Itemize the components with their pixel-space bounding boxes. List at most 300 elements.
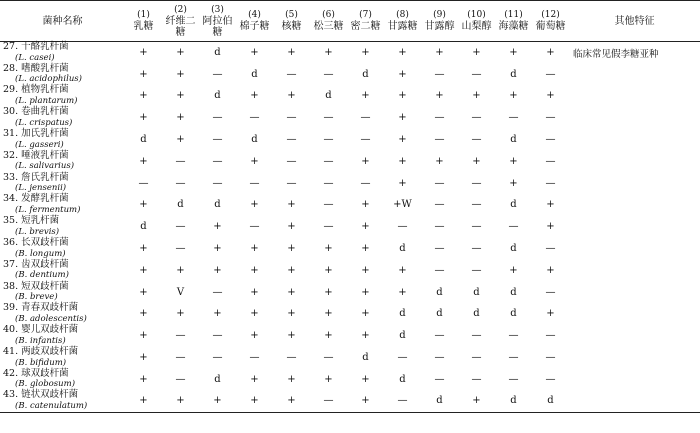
result-cell: + — [361, 243, 370, 255]
result-cell: d — [510, 308, 517, 320]
result-cell: + — [361, 90, 370, 102]
result-cell: — — [471, 177, 482, 189]
species-name: 39. 青春双歧杆菌 — [3, 302, 79, 314]
result-cell: — — [138, 177, 149, 189]
result-cell: d — [510, 286, 517, 298]
species-latin: (L. crispatus) — [15, 117, 73, 128]
header-col-7 — [347, 1, 384, 42]
other-feature-cell — [569, 390, 700, 412]
result-cell: + — [324, 373, 333, 385]
result-cell: — — [434, 112, 445, 124]
result-cell: d — [473, 308, 480, 320]
result-cell: — — [471, 199, 482, 211]
result-cell: + — [176, 68, 185, 80]
result-cell: + — [139, 199, 148, 211]
result-cell: — — [434, 330, 445, 342]
result-cell: + — [361, 308, 370, 320]
species-name: 34. 发酵乳杆菌 — [3, 193, 69, 205]
table-row — [0, 194, 700, 216]
result-cell: — — [175, 155, 186, 167]
result-cell: + — [213, 395, 222, 407]
result-cell: + — [546, 264, 555, 276]
result-cell: — — [212, 134, 223, 146]
result-cell: d — [177, 199, 184, 211]
result-cell: — — [508, 352, 519, 364]
header-col-number: (12) — [541, 10, 560, 20]
result-cell: — — [286, 155, 297, 167]
result-cell: — — [175, 243, 186, 255]
result-cell: + — [250, 90, 259, 102]
species-cell — [0, 42, 125, 64]
result-cell: — — [175, 177, 186, 189]
species-name: 38. 短双歧杆菌 — [3, 280, 69, 292]
other-feature-cell: 临床常见假李糖亚种 — [573, 48, 659, 60]
species-latin: (B. longum) — [15, 248, 66, 259]
result-cell: — — [508, 112, 519, 124]
other-feature-cell — [569, 281, 700, 303]
result-cell: d — [399, 373, 406, 385]
result-cell: — — [286, 134, 297, 146]
species-latin: (L. jensenii) — [15, 183, 67, 194]
species-cell — [0, 368, 125, 390]
species-latin: (B. globosum) — [15, 379, 76, 390]
result-cell: + — [324, 47, 333, 59]
table-row — [0, 390, 700, 412]
header-row — [0, 1, 700, 42]
result-cell: — — [397, 221, 408, 233]
result-cell: + — [139, 155, 148, 167]
result-cell: d — [436, 395, 443, 407]
species-name: 41. 两歧双歧杆菌 — [3, 346, 79, 358]
result-cell: — — [249, 221, 260, 233]
other-feature-cell — [569, 216, 700, 238]
result-cell: + — [398, 264, 407, 276]
result-cell: — — [286, 352, 297, 364]
result-cell: — — [434, 68, 445, 80]
result-cell: + — [509, 264, 518, 276]
result-cell: d — [547, 395, 554, 407]
result-cell: — — [323, 134, 334, 146]
header-col-1 — [125, 1, 162, 42]
result-cell: + — [361, 155, 370, 167]
result-cell: + — [287, 90, 296, 102]
header-col-number: (4) — [248, 10, 261, 20]
result-cell: + — [139, 112, 148, 124]
result-cell: — — [471, 264, 482, 276]
header-col-label: 密二糖 — [350, 21, 381, 32]
species-latin: (L. fermentum) — [15, 204, 81, 215]
species-name: 28. 嗜酸乳杆菌 — [3, 62, 69, 74]
species-name: 35. 短乳杆菌 — [3, 215, 60, 227]
species-latin: (L. casei) — [15, 52, 55, 63]
species-cell — [0, 150, 125, 172]
result-cell: — — [323, 112, 334, 124]
header-col-label: 核糖 — [281, 21, 302, 32]
species-latin: (B. bifidum) — [15, 357, 67, 368]
species-name: 29. 植物乳杆菌 — [3, 84, 69, 96]
result-cell: + — [176, 308, 185, 320]
result-cell: + — [287, 286, 296, 298]
result-cell: + — [472, 90, 481, 102]
species-cell — [0, 325, 125, 347]
header-col-label: 棉子糖 — [239, 21, 270, 32]
other-feature-cell — [569, 85, 700, 107]
header-col-number: (10) — [467, 10, 486, 20]
result-cell: + — [287, 373, 296, 385]
result-cell: d — [214, 47, 221, 59]
result-cell: — — [323, 177, 334, 189]
result-cell: — — [471, 352, 482, 364]
header-col-number: (1) — [137, 10, 150, 20]
other-feature-cell — [569, 194, 700, 216]
header-col-label: 山梨醇 — [461, 21, 492, 32]
other-feature-cell — [569, 107, 700, 129]
header-col-number: (11) — [504, 10, 523, 20]
other-feature-cell — [569, 63, 700, 85]
result-cell: + — [250, 264, 259, 276]
result-cell: + — [287, 47, 296, 59]
result-cell: d — [399, 330, 406, 342]
table-body — [0, 42, 700, 413]
result-cell: + — [176, 395, 185, 407]
species-cell — [0, 85, 125, 107]
result-cell: d — [510, 395, 517, 407]
result-cell: — — [249, 112, 260, 124]
header-col-number: (7) — [359, 10, 372, 20]
result-cell: — — [212, 68, 223, 80]
result-cell: + — [287, 199, 296, 211]
result-cell: — — [545, 177, 556, 189]
result-cell: + — [139, 243, 148, 255]
species-latin: (B. adolescentis) — [15, 313, 87, 324]
species-latin: (B. breve) — [15, 292, 58, 303]
result-cell: + — [546, 199, 555, 211]
result-cell: + — [250, 47, 259, 59]
other-feature-cell — [569, 303, 700, 325]
result-cell: + — [176, 134, 185, 146]
result-cell: d — [399, 308, 406, 320]
table-row — [0, 129, 700, 151]
result-cell: + — [250, 373, 259, 385]
result-cell: — — [508, 330, 519, 342]
result-cell: + — [398, 112, 407, 124]
result-cell: d — [362, 352, 369, 364]
result-cell: d — [214, 199, 221, 211]
header-col-2 — [162, 1, 199, 42]
result-cell: d — [436, 308, 443, 320]
table-row — [0, 63, 700, 85]
result-cell: — — [471, 134, 482, 146]
result-cell: + — [176, 90, 185, 102]
result-cell: + — [398, 68, 407, 80]
species-latin: (B. catenulatum) — [15, 400, 88, 411]
result-cell: — — [323, 221, 334, 233]
result-cell: — — [471, 112, 482, 124]
result-cell: +W — [393, 199, 412, 211]
species-name: 33. 詹氏乳杆菌 — [3, 171, 69, 183]
result-cell: + — [324, 330, 333, 342]
result-cell: + — [139, 352, 148, 364]
other-feature-cell — [569, 172, 700, 194]
result-cell: — — [434, 221, 445, 233]
result-cell: V — [176, 286, 185, 298]
result-cell: — — [471, 373, 482, 385]
result-cell: — — [434, 199, 445, 211]
header-col-label: 海藻糖 — [498, 21, 529, 32]
result-cell: + — [287, 221, 296, 233]
result-cell: + — [213, 308, 222, 320]
result-cell: + — [213, 243, 222, 255]
species-name: 42. 球双歧杆菌 — [3, 367, 69, 379]
header-col-label: 阿拉伯糖 — [202, 15, 233, 38]
result-cell: + — [250, 395, 259, 407]
species-cell — [0, 63, 125, 85]
result-cell: + — [139, 330, 148, 342]
result-cell: + — [472, 395, 481, 407]
result-cell: + — [139, 373, 148, 385]
table-row — [0, 85, 700, 107]
table-row — [0, 172, 700, 194]
result-cell: + — [398, 47, 407, 59]
result-cell: — — [212, 177, 223, 189]
result-cell: + — [398, 177, 407, 189]
result-cell: + — [287, 330, 296, 342]
result-cell: — — [471, 330, 482, 342]
result-cell: — — [545, 134, 556, 146]
result-cell: + — [435, 155, 444, 167]
table-row — [0, 150, 700, 172]
result-cell: + — [324, 264, 333, 276]
result-cell: + — [509, 90, 518, 102]
result-cell: + — [472, 155, 481, 167]
result-cell: — — [175, 352, 186, 364]
result-cell: — — [323, 395, 334, 407]
table-row — [0, 259, 700, 281]
result-cell: — — [212, 330, 223, 342]
result-cell: — — [212, 112, 223, 124]
result-cell: + — [176, 264, 185, 276]
species-cell — [0, 238, 125, 260]
result-cell: — — [471, 221, 482, 233]
result-cell: — — [212, 155, 223, 167]
result-cell: + — [546, 47, 555, 59]
result-cell: + — [250, 243, 259, 255]
table-row — [0, 325, 700, 347]
header-col-3 — [199, 1, 236, 42]
result-cell: — — [471, 68, 482, 80]
result-cell: — — [397, 395, 408, 407]
result-cell: — — [360, 112, 371, 124]
result-cell: d — [399, 243, 406, 255]
header-col-number: (2) — [174, 4, 187, 15]
header-col-12 — [532, 1, 569, 42]
result-cell: + — [398, 286, 407, 298]
header-col-number: (5) — [285, 10, 298, 20]
result-cell: — — [323, 199, 334, 211]
result-cell: d — [510, 68, 517, 80]
result-cell: — — [323, 352, 334, 364]
header-col-label: 葡萄糖 — [535, 21, 566, 32]
result-cell: — — [175, 221, 186, 233]
header-col-5 — [273, 1, 310, 42]
result-cell: + — [324, 308, 333, 320]
result-cell: + — [361, 395, 370, 407]
species-name: 30. 卷曲乳杆菌 — [3, 106, 69, 118]
species-name: 43. 链状双歧杆菌 — [3, 389, 79, 401]
result-cell: d — [362, 68, 369, 80]
table-row — [0, 216, 700, 238]
species-latin: (B. infantis) — [15, 335, 66, 346]
result-cell: — — [545, 286, 556, 298]
result-cell: + — [176, 47, 185, 59]
result-cell: + — [176, 112, 185, 124]
result-cell: — — [360, 177, 371, 189]
header-name: 菌种名称 — [42, 15, 83, 27]
result-cell: + — [287, 243, 296, 255]
table-row — [0, 368, 700, 390]
species-name: 32. 唾液乳杆菌 — [3, 149, 69, 161]
result-cell: — — [508, 221, 519, 233]
result-cell: — — [286, 112, 297, 124]
header-col-label: 甘露醇 — [424, 21, 455, 32]
result-cell: + — [250, 199, 259, 211]
result-cell: d — [473, 286, 480, 298]
result-cell: — — [434, 177, 445, 189]
result-cell: — — [175, 373, 186, 385]
species-name: 36. 长双歧杆菌 — [3, 237, 69, 249]
species-name: 40. 婴儿双歧杆菌 — [3, 324, 79, 336]
result-cell: d — [214, 373, 221, 385]
result-cell: d — [214, 90, 221, 102]
header-col-11 — [495, 1, 532, 42]
result-cell: — — [434, 352, 445, 364]
result-cell: + — [546, 308, 555, 320]
result-cell: — — [434, 134, 445, 146]
result-cell: + — [139, 308, 148, 320]
species-name: 37. 齿双歧杆菌 — [3, 258, 69, 270]
result-cell: + — [509, 47, 518, 59]
other-feature-cell — [569, 129, 700, 151]
result-cell: — — [471, 243, 482, 255]
result-cell: — — [249, 177, 260, 189]
header-other: 其他特征 — [614, 15, 655, 27]
species-latin: (B. dentium) — [15, 270, 69, 281]
result-cell: + — [139, 286, 148, 298]
result-cell: d — [510, 134, 517, 146]
result-cell: + — [287, 308, 296, 320]
header-col-label: 甘露糖 — [387, 21, 418, 32]
result-cell: — — [545, 155, 556, 167]
table-row — [0, 107, 700, 129]
result-cell: — — [175, 330, 186, 342]
species-cell — [0, 172, 125, 194]
result-cell: d — [510, 199, 517, 211]
result-cell: + — [435, 47, 444, 59]
species-cell — [0, 129, 125, 151]
header-col-10 — [458, 1, 495, 42]
table-row — [0, 303, 700, 325]
result-cell: + — [361, 47, 370, 59]
result-cell: d — [510, 243, 517, 255]
result-cell: + — [361, 199, 370, 211]
result-cell: — — [249, 352, 260, 364]
table-row — [0, 281, 700, 303]
species-latin: (L. plantarum) — [15, 95, 78, 106]
result-cell: + — [398, 155, 407, 167]
result-cell: — — [545, 112, 556, 124]
result-cell: d — [251, 134, 258, 146]
species-cell — [0, 216, 125, 238]
result-cell: — — [212, 286, 223, 298]
species-cell — [0, 107, 125, 129]
result-cell: + — [250, 286, 259, 298]
header-col-label: 乳糖 — [133, 21, 154, 32]
result-cell: + — [361, 286, 370, 298]
header-col-label: 纤维二糖 — [165, 15, 196, 38]
result-cell: + — [287, 395, 296, 407]
result-cell: — — [286, 177, 297, 189]
result-cell: + — [139, 47, 148, 59]
result-cell: + — [509, 177, 518, 189]
header-col-label: 松三糖 — [313, 21, 344, 32]
other-feature-cell — [569, 368, 700, 390]
other-feature-cell — [569, 347, 700, 369]
result-cell: + — [213, 264, 222, 276]
species-name: 31. 加氏乳杆菌 — [3, 128, 69, 140]
table-row — [0, 238, 700, 260]
result-cell: d — [140, 134, 147, 146]
result-cell: — — [323, 155, 334, 167]
result-cell: + — [472, 47, 481, 59]
result-cell: — — [545, 373, 556, 385]
table-row — [0, 42, 700, 64]
other-feature-cell — [569, 325, 700, 347]
header-col-4 — [236, 1, 273, 42]
result-cell: — — [545, 352, 556, 364]
result-cell: + — [546, 90, 555, 102]
result-cell: — — [545, 68, 556, 80]
other-feature-cell — [569, 150, 700, 172]
species-latin: (L. salivarius) — [15, 161, 75, 172]
header-col-8 — [384, 1, 421, 42]
result-cell: + — [435, 90, 444, 102]
result-cell: + — [398, 90, 407, 102]
result-cell: + — [398, 134, 407, 146]
result-cell: d — [251, 68, 258, 80]
species-cell — [0, 259, 125, 281]
result-cell: — — [323, 68, 334, 80]
header-col-number: (9) — [433, 10, 446, 20]
species-latin: (L. acidophilus) — [15, 74, 82, 85]
header-col-number: (8) — [396, 10, 409, 20]
result-cell: + — [324, 286, 333, 298]
result-cell: + — [139, 395, 148, 407]
species-cell — [0, 347, 125, 369]
species-cell — [0, 390, 125, 412]
table-row — [0, 347, 700, 369]
result-cell: + — [139, 90, 148, 102]
header-col-9 — [421, 1, 458, 42]
species-cell — [0, 303, 125, 325]
result-cell: + — [546, 221, 555, 233]
result-cell: + — [250, 308, 259, 320]
result-cell: — — [545, 243, 556, 255]
species-cell — [0, 194, 125, 216]
header-col-6 — [310, 1, 347, 42]
result-cell: — — [212, 352, 223, 364]
result-cell: — — [545, 330, 556, 342]
result-cell: + — [213, 221, 222, 233]
